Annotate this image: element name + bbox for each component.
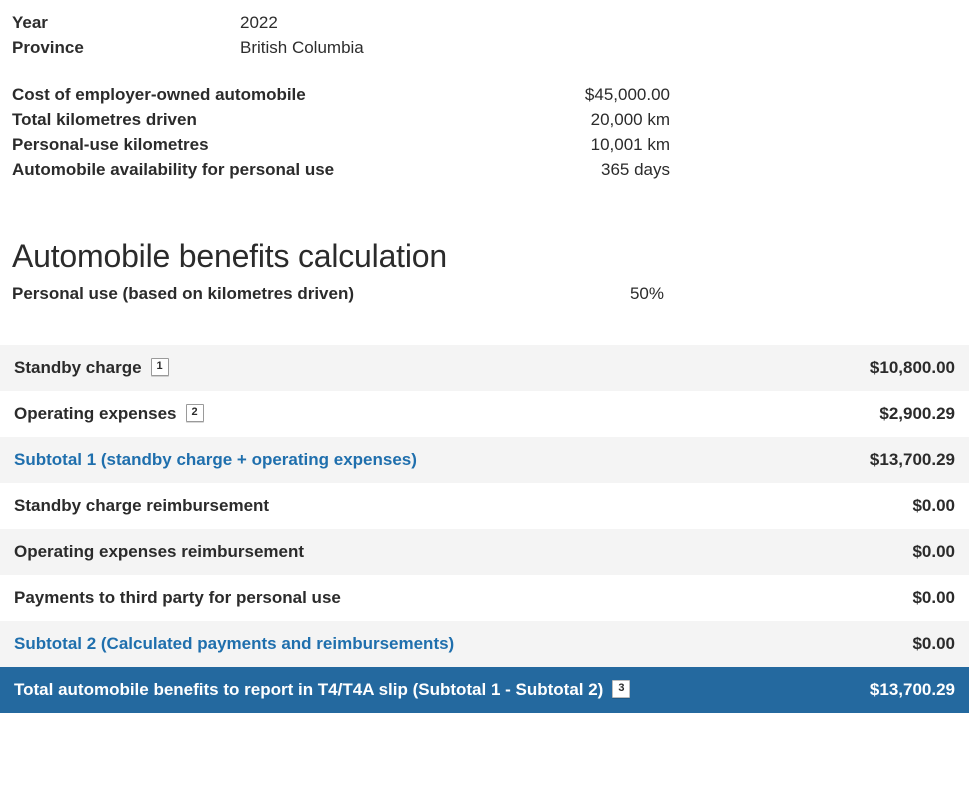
province-label: Province (12, 38, 84, 57)
row-amount: $0.00 (912, 588, 955, 607)
summary-row-year (12, 10, 969, 35)
personal-use-value: 50% (629, 284, 664, 303)
personal-use-row (12, 281, 664, 307)
personal-km-value: 10,001 km (590, 135, 670, 154)
footnote-link-3[interactable]: 3 (612, 680, 630, 698)
summary-identification (0, 10, 969, 60)
row-amount: $0.00 (912, 634, 955, 653)
summary-row-total-km (12, 107, 670, 132)
row-amount: $13,700.29 (869, 450, 955, 469)
footnote-link-2[interactable]: 2 (186, 404, 204, 422)
summary-row-availability (12, 157, 670, 182)
row-label: Standby charge reimbursement (14, 496, 270, 515)
table-row-subtotal-1 (0, 437, 969, 483)
row-label: Subtotal 1 (standby charge + operating expenses) (14, 450, 417, 469)
row-label-cell (0, 575, 824, 621)
table-row (0, 483, 969, 529)
table-row (0, 575, 969, 621)
table-row (0, 391, 969, 437)
table-row-total (0, 667, 969, 713)
total-km-value: 20,000 km (590, 110, 670, 129)
availability-value: 365 days (601, 160, 670, 179)
table-row (0, 529, 969, 575)
benefits-calculation-table (0, 345, 969, 713)
footnote-link-1[interactable]: 1 (151, 358, 169, 376)
row-label: Total automobile benefits to report in T4/T4A slip (Subtotal 1 - Subtotal 2) (14, 680, 604, 699)
row-label: Subtotal 2 (Calculated payments and reimbursements) (14, 634, 455, 653)
row-label-cell (0, 621, 824, 667)
row-label-cell (0, 437, 824, 483)
year-label: Year (12, 13, 48, 32)
row-label-cell (0, 483, 824, 529)
row-label-cell (0, 345, 824, 391)
row-label-cell (0, 391, 824, 437)
total-km-label: Total kilometres driven (12, 110, 197, 129)
row-label: Operating expenses reimbursement (14, 542, 305, 561)
row-amount: $10,800.00 (869, 358, 955, 377)
row-label: Standby charge (14, 358, 142, 377)
personal-use-label: Personal use (based on kilometres driven) (12, 284, 355, 303)
row-label-cell (0, 529, 824, 575)
summary-row-cost (12, 82, 670, 107)
cost-label: Cost of employer-owned automobile (12, 85, 306, 104)
province-value: British Columbia (240, 38, 364, 57)
row-label: Operating expenses (14, 404, 177, 423)
row-amount: $0.00 (912, 542, 955, 561)
availability-label: Automobile availability for personal use (12, 160, 335, 179)
row-label-cell (0, 667, 824, 713)
summary-vehicle-details-wrap (12, 82, 670, 182)
summary-row-personal-km (12, 132, 670, 157)
page-title: Automobile benefits calculation (12, 238, 447, 274)
row-amount: $0.00 (912, 496, 955, 515)
summary-row-province (12, 35, 969, 60)
summary-spacer (0, 60, 969, 82)
personal-km-label: Personal-use kilometres (12, 135, 209, 154)
summary-vehicle-details (0, 82, 969, 182)
cost-value: $45,000.00 (584, 85, 670, 104)
row-amount: $2,900.29 (879, 404, 955, 423)
year-value: 2022 (240, 13, 278, 32)
table-row-subtotal-2 (0, 621, 969, 667)
table-row (0, 345, 969, 391)
row-label: Payments to third party for personal use (14, 588, 341, 607)
row-amount: $13,700.29 (869, 680, 955, 699)
